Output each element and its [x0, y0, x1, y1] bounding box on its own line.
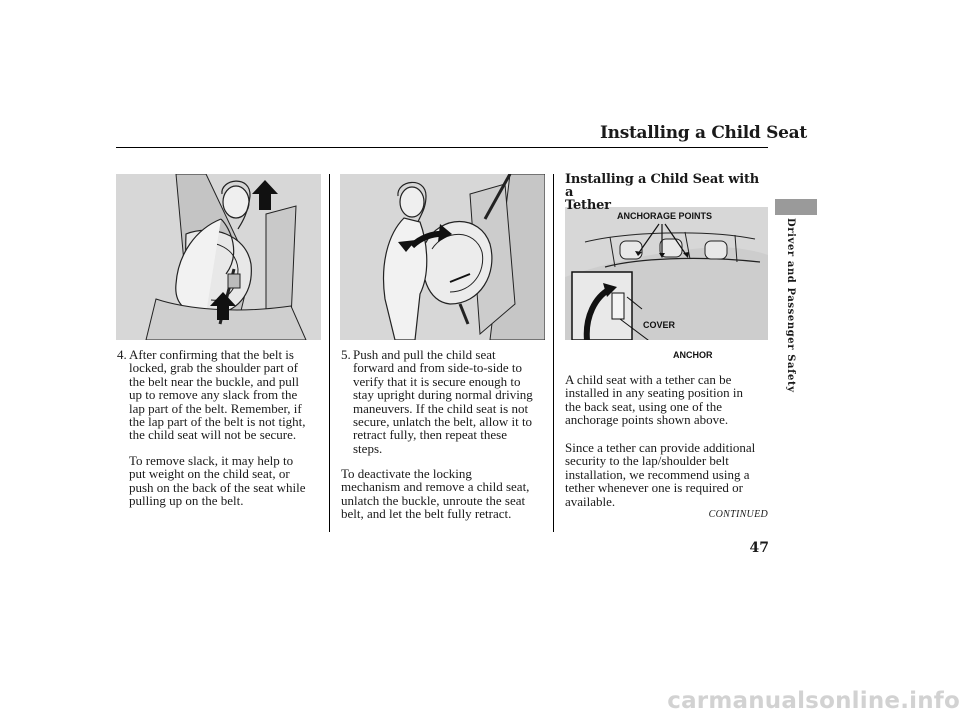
paragraph-tether-install: A child seat with a tether can be installed in any seating position in the back seat, using one of the anchorage points shown above.: [565, 372, 744, 428]
step-text: After confirming that the belt is locked, grab the shoulder part of the belt near the buckle, and pull up to remove any slack from the lap part of the belt. Remember, if the lap part of the belt is not tight, the child seat will not be secure.: [129, 347, 306, 443]
illustration-tighten-belt: [116, 174, 321, 340]
illustration-verify-seat: [340, 174, 545, 340]
section-heading-line1: Installing a Child Seat with a: [565, 172, 760, 200]
section-vertical-label: Driver and Passenger Safety: [785, 218, 796, 393]
section-heading: [565, 173, 765, 212]
step-4: [117, 348, 322, 458]
tighten-belt-drawing: [116, 174, 321, 340]
step-5: [341, 348, 546, 468]
continued-label: CONTINUED: [708, 509, 768, 520]
callout-anchor: ANCHOR: [673, 350, 713, 360]
step-number: 5.: [341, 347, 351, 362]
section-heading-line2: Tether: [565, 198, 611, 213]
verify-seat-drawing: [340, 174, 545, 340]
paragraph-deactivate-lock: To deactivate the locking mechanism and remove a child seat, unlatch the buckle, unroute the seat belt, and let the belt fully retract.: [341, 466, 530, 522]
page-number: 47: [749, 540, 769, 556]
column-divider: [553, 174, 554, 532]
callout-cover: COVER: [643, 320, 676, 330]
step-text: Push and pull the child seat forward and from side-to-side to verify that it is secure enough to stay upright during normal driving maneuvers. If the child seat is not secure, unlatch the belt, allow it to retract fully, then repeat these steps.: [353, 347, 533, 456]
watermark: carmanualsonline.info: [667, 688, 960, 714]
callout-anchorage-points: ANCHORAGE POINTS: [617, 211, 713, 221]
page-title: Installing a Child Seat: [600, 123, 807, 143]
title-rule: [116, 147, 768, 148]
column-divider: [329, 174, 330, 532]
section-tab: [775, 199, 817, 215]
step-number: 4.: [117, 347, 127, 362]
paragraph-remove-slack: To remove slack, it may help to put weight on the child seat, or push on the back of the seat while pulling up on the belt.: [129, 453, 306, 509]
paragraph-tether-security: Since a tether can provide additional security to the lap/shoulder belt installation, we recommend using a tether whenever one is required or available.: [565, 440, 756, 509]
